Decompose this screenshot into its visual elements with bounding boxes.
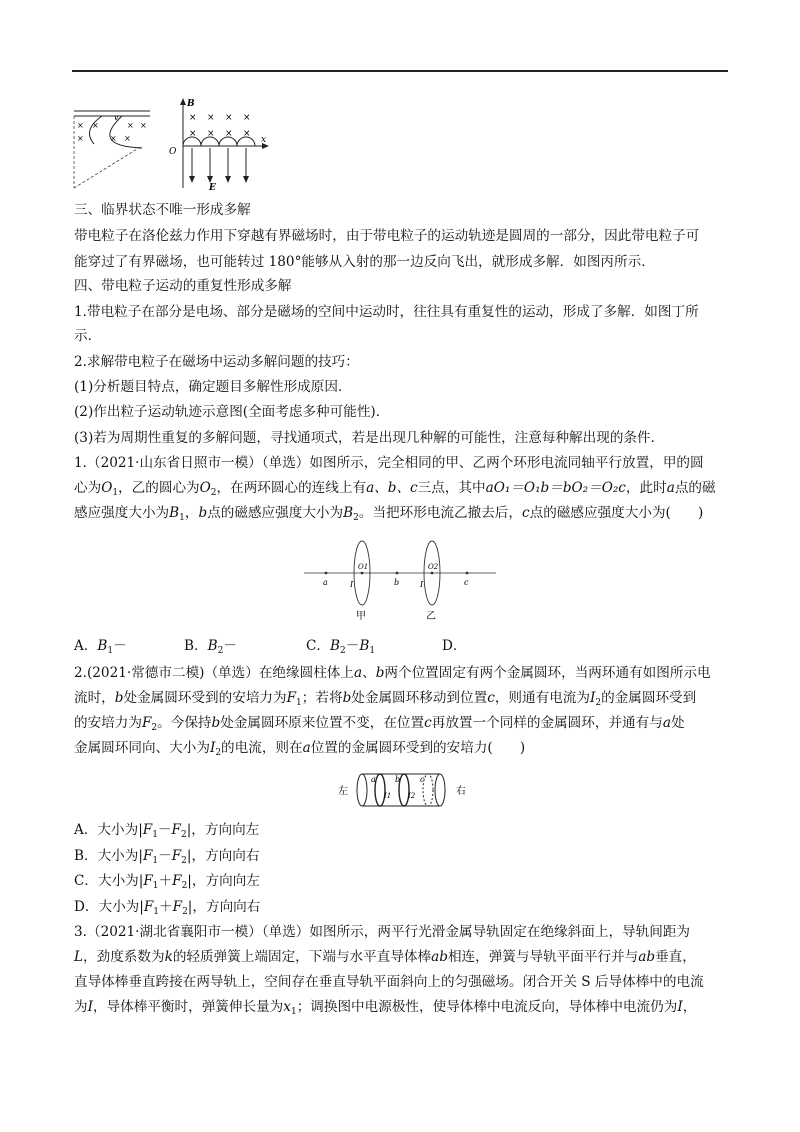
section-4-tip-3: (3)若为周期性重复的多解问题，寻找通项式，若是出现几种解的可能性，注意每种解出现的条件． [74,430,665,446]
q1-point-a: a [323,578,328,587]
svg-text:×: × [207,113,215,123]
section-4-para-1a: 1.带电粒子在部分是电场、部分是磁场的空间中运动时，往往具有重复性的运动，形成了多解．如图丁所 [74,304,699,320]
q1-point-c: c [464,578,469,587]
section-4-tip-2: (2)作出粒子运动轨迹示意图(全面考虑多种可能性)． [74,404,390,420]
section-3-para-1: 带电粒子在洛伦兹力作用下穿越有界磁场时，由于带电粒子的运动轨迹是圆周的一部分，因此带电粒子可 [74,228,700,244]
q3-line-2: L，劲度系数为k的轻质弹簧上端固定，下端与水平直导体棒ab相连，弹簧与导轨平面平行并与ab垂直， [74,949,696,965]
q1-option-d[interactable]: D． [442,638,467,654]
q2-option-a[interactable]: A．大小为$|F_1-F_2|$，方向向左 [74,822,260,840]
svg-text:×: × [77,134,84,143]
svg-text:×: × [124,134,131,143]
q1-line-1: 1.（2021·山东省日照市一模）（单选）如图所示，完全相同的甲、乙两个环形电流同轴平行放置，甲的圆 [74,455,704,471]
q2-ring-c: c [420,775,425,784]
q2-line-3: 的安培力为$F_2$。今保持b处金属圆环原来位置不变，在位置c再放置一个同样的金属圆环，并通有与a处 [74,715,685,733]
svg-text:×: × [243,113,251,123]
svg-text:×: × [140,121,147,130]
q1-center-o1: O1 [358,563,369,571]
q2-current-i2: I2 [408,792,416,800]
svg-text:×: × [225,113,233,123]
q1-options [74,636,467,656]
q1-point-b: b [394,578,400,587]
q2-option-b[interactable]: B．大小为$|F_1-F_2|$，方向向右 [74,848,260,866]
q3-line-3: 直导体棒垂直跨接在两导轨上，空间存在垂直导轨平面斜向上的匀强磁场。闭合开关 S 后导体棒中的电流 [74,974,704,990]
svg-text:×: × [189,129,197,139]
figure-q1-rings [300,535,500,625]
q1-line-2: 心为$O_1$，乙的圆心为$O_2$，在两环圆心的连线上有a、b、c三点，其中aO₁＝O₁b＝bO₂＝O₂c，此时a点的磁 [74,480,716,498]
q3-line-4: 为I，导体棒平衡时，弹簧伸长量为$x_1$；调换图中电源极性，使导体棒中电流反向，导体棒中电流仍为I， [74,999,697,1017]
axis-x-label: x [261,135,267,145]
field-e-label: E [209,183,216,192]
q1-center-o2: O2 [428,563,439,571]
q1-option-a[interactable]: A．$B_1-$ [74,638,127,656]
header-rule [72,70,728,72]
svg-text:×: × [225,129,233,139]
q1-current-2: I [420,580,424,589]
q1-option-b[interactable]: B．$B_2-$ [184,638,237,656]
svg-text:×: × [189,113,197,123]
figure-periodic-field [165,96,275,192]
q1-label-jia: 甲 [356,611,366,622]
svg-text:×: × [92,121,99,130]
q2-ring-b: b [395,775,401,784]
svg-text:×: × [110,134,117,143]
section-4-tip-1: (1)分析题目特点，确定题目多解性形成原因． [74,379,352,395]
q2-line-1: 2.(2021·常德市二模)（单选）在绝缘圆柱体上a、b两个位置固定有两个金属圆环，当两环通有如图所示电 [74,665,711,681]
origin-label: O [169,147,177,157]
svg-text:×: × [207,129,215,139]
q2-option-d[interactable]: D．大小为$|F_1+F_2|$，方向向右 [74,899,261,917]
section-4-para-1b: 示． [74,328,102,344]
svg-text:×: × [127,121,134,130]
q2-option-c[interactable]: C．大小为$|F_1+F_2|$，方向向左 [74,873,260,891]
q2-line-4: 金属圆环同向、大小为$I_2$的电流，则在a位置的金属圆环受到的安培力( ) [74,740,526,758]
figure-bounded-field [72,108,152,190]
section-4-title: 四、带电粒子运动的重复性形成多解 [74,278,292,294]
section-3-title: 三、临界状态不唯一形成多解 [74,202,251,218]
q2-right-label: 右 [456,786,466,797]
q1-label-yi: 乙 [426,611,436,622]
q1-option-c[interactable]: C．$B_2-B_1$ [306,638,376,656]
q1-line-3: 感应强度大小为$B_1$，b点的磁感应强度大小为$B_2$。当把环形电流乙撤去后，c点的磁感应强度大小为( ) [74,505,704,523]
svg-text:v: v [114,113,119,122]
q1-current-1: I [350,580,354,589]
figure-q2-cylinder [336,768,476,812]
svg-text:×: × [77,121,84,130]
section-3-para-2: 能穿过了有界磁场，也可能转过 180°能够从入射的那一边反向飞出，就形成多解．如图丙所示． [74,254,655,270]
q2-line-2: 流时，b处金属圆环受到的安培力为$F_1$；若将b处金属圆环移动到位置c，则通有电流为$I_2$的金属圆环受到 [74,690,697,708]
q2-left-label: 左 [338,786,348,797]
q2-ring-a: a [371,775,376,784]
q2-current-i1: I1 [384,792,392,800]
section-4-para-2: 2.求解带电粒子在磁场中运动多解问题的技巧： [74,354,359,370]
axis-b-label: B [187,99,195,109]
q3-line-1: 3.（2021·湖北省襄阳市一模）（单选）如图所示，两平行光滑金属导轨固定在绝缘斜面上，导轨间距为 [74,924,691,940]
svg-text:×: × [243,129,251,139]
